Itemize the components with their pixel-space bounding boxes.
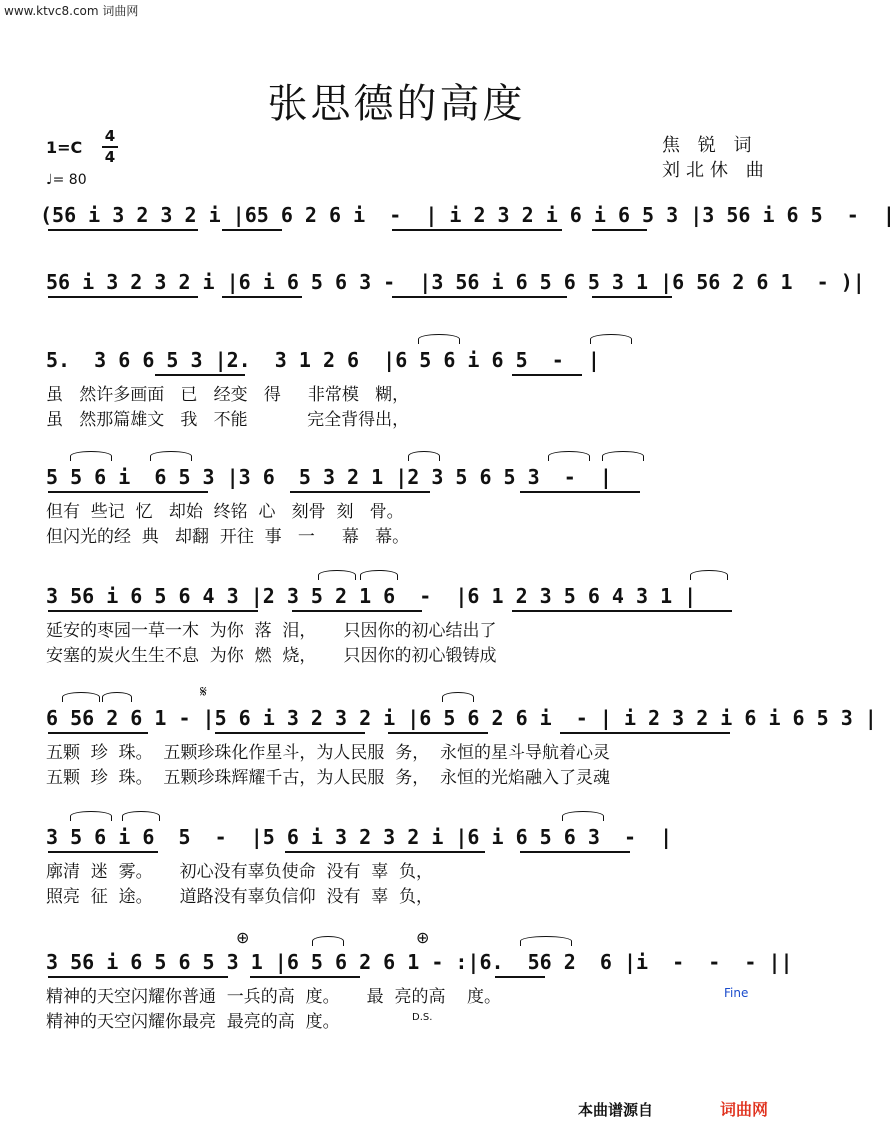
lyrics-verse-2: 精神的天空闪耀你最亮 最亮的高 度。 xyxy=(46,1012,340,1032)
notation-line: 5 5 6 i 6 5 3 |3 6 5 3 2 1 |2 3 5 6 5 3 - | xyxy=(46,465,612,489)
lyrics-verse-2: 五颗 珍 珠。 五颗珍珠辉耀千古，为人民服 务， 永恒的光焰融入了灵魂 xyxy=(46,768,611,788)
notation-line: 3 5 6 i 6 5 - |5 6 i 3 2 3 2 i |6 i 6 5 6 3 - | xyxy=(46,825,673,849)
coda-sign-2: ⊕ xyxy=(416,928,430,947)
notation-line: 5. 3 6 6 5 3 |2. 3 1 2 6 |6 5 6 i 6 5 - | xyxy=(46,348,600,372)
notation-line: (56 i 3 2 3 2 i |65 6 2 6 i - | i 2 3 2 i 6 i 6 5 3 |3 56 i 6 5 - | xyxy=(40,203,895,227)
score-row-6 xyxy=(0,706,877,740)
song-title: 张思德的高度 xyxy=(267,81,526,127)
lyrics-verse-1: 精神的天空闪耀你普通 一兵的高 度。 最 亮的高 度。 xyxy=(46,987,502,1007)
time-signature-top: 4 xyxy=(104,127,116,145)
segno-sign: 𝄋 xyxy=(200,682,207,701)
lyricist-credit: 焦 锐 词 xyxy=(662,135,758,156)
lyrics-verse-1: 但有 些记 忆 却始 终铭 心 刻骨 刻 骨。 xyxy=(46,502,404,522)
lyrics-verse-1: 延安的枣园一草一木 为你 落 泪， 只因你的初心结出了 xyxy=(46,621,497,641)
score-row-1 xyxy=(0,203,895,237)
site-watermark: www.ktvc8.com 词曲网 xyxy=(4,4,139,18)
notation-line: 6 56 2 6 1 - |5 6 i 3 2 3 2 i |6 5 6 2 6 i - | i 2 3 2 i 6 i 6 5 3 | xyxy=(46,706,877,730)
lyrics-verse-2: 安塞的炭火生生不息 为你 燃 烧， 只因你的初心锻铸成 xyxy=(46,646,497,666)
source-label: 本曲谱源自 xyxy=(578,1101,654,1119)
lyrics-verse-1: 虽 然许多画面 已 经变 得 非常模 糊， xyxy=(46,385,410,405)
fine-marking: Fine xyxy=(724,986,749,1000)
score-row-3 xyxy=(0,348,793,382)
lyrics-verse-2: 照亮 征 途。 道路没有辜负信仰 没有 辜 负， xyxy=(46,887,434,907)
score-row-8 xyxy=(0,950,793,984)
time-signature-bottom: 4 xyxy=(104,148,116,166)
notation-line: 3 56 i 6 5 6 4 3 |2 3 5 2 1 6 - |6 1 2 3 5 6 4 3 1 | xyxy=(46,584,697,608)
lyrics-verse-2: 但闪光的经 典 却翻 开往 事 一 幕 幕。 xyxy=(46,527,410,547)
notation-line: 3 56 i 6 5 6 5 3 1 |6 5 6 2 6 1 - :|6. 56 2 6 |i - - - || xyxy=(46,950,793,974)
notation-line: 56 i 3 2 3 2 i |6 i 6 5 6 3 - |3 56 i 6 5 6 5 3 1 |6 56 2 6 1 - )| xyxy=(46,270,865,294)
composer-credit: 刘北休 曲 xyxy=(662,160,770,181)
coda-sign-1: ⊕ xyxy=(236,928,250,947)
site-logo: 词曲网 xyxy=(720,1100,769,1119)
score-row-2 xyxy=(0,270,865,304)
score-row-4 xyxy=(0,465,793,499)
score-row-5 xyxy=(0,584,793,618)
time-signature xyxy=(102,128,118,166)
tempo-marking: ♩= 80 xyxy=(46,172,87,188)
dal-segno-marking: D.S. xyxy=(412,1012,433,1023)
key-signature: 1=C xyxy=(46,138,83,157)
lyrics-verse-2: 虽 然那篇雄文 我 不能 完全背得出， xyxy=(46,410,410,430)
score-row-7 xyxy=(0,825,793,859)
lyrics-verse-1: 廓清 迷 雾。 初心没有辜负使命 没有 辜 负， xyxy=(46,862,434,882)
lyrics-verse-1: 五颗 珍 珠。 五颗珍珠化作星斗，为人民服 务， 永恒的星斗导航着心灵 xyxy=(46,743,611,763)
